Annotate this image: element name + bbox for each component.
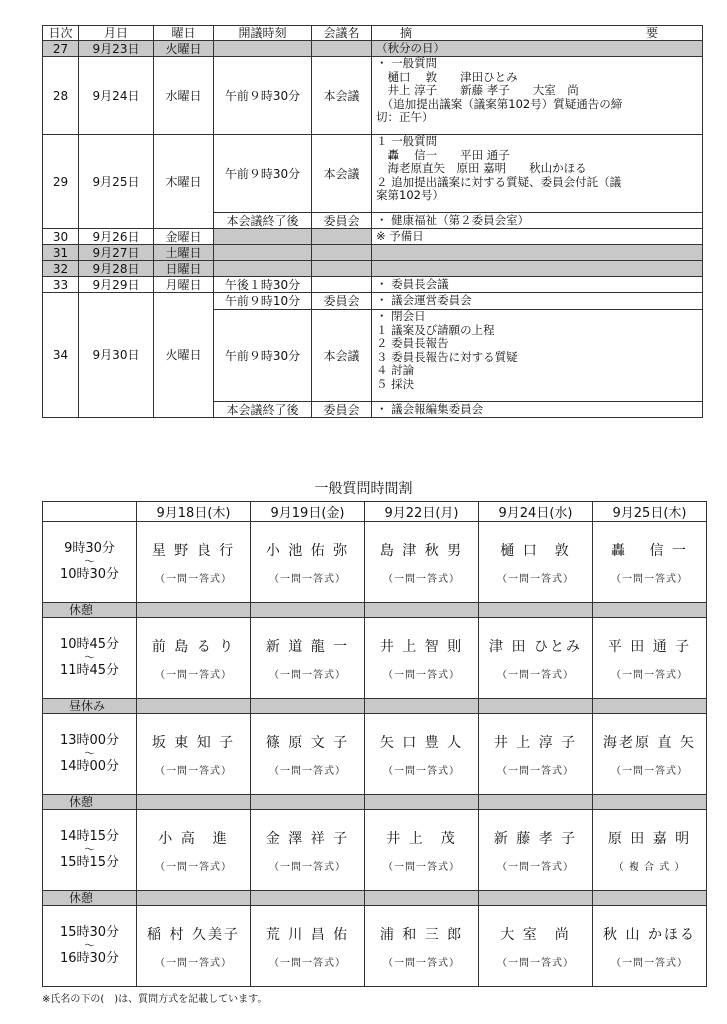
question-format: （一問一答式） (497, 861, 574, 873)
break-label: 昼休み (43, 699, 137, 714)
notes: ※ 予備日 (372, 229, 703, 245)
header-date: 月日 (79, 26, 154, 41)
question-format: （一問一答式） (155, 861, 232, 873)
notes: ・ 委員長会議 (372, 277, 703, 293)
questioner-cell (137, 522, 251, 603)
question-format: （一問一答式） (383, 669, 460, 681)
day-no: 33 (43, 277, 79, 293)
break-cell (365, 603, 479, 618)
meeting: 本会議 (312, 135, 372, 213)
break-label: 休憩 (43, 795, 137, 810)
break-cell (137, 603, 251, 618)
break-cell (137, 795, 251, 810)
header-weekday: 曜日 (154, 26, 214, 41)
break-cell (251, 603, 365, 618)
date: 9月27日 (79, 245, 154, 261)
weekday: 木曜日 (154, 135, 214, 229)
questioner-name: 井 上 茂 (386, 830, 457, 847)
question-format: （一問一答式） (611, 669, 688, 681)
date: 9月26日 (79, 229, 154, 245)
header-day-no: 日次 (43, 26, 79, 41)
break-cell (137, 699, 251, 714)
questioner-cell (251, 810, 365, 891)
day-no: 30 (43, 229, 79, 245)
notes: ・ 議会報編集委員会 (372, 402, 703, 418)
header-notes-b: 要 (645, 26, 658, 40)
schedule-header-row (43, 26, 703, 41)
time-range (43, 714, 137, 795)
time-slot-row (43, 618, 707, 699)
questioner-name: 新 藤 孝 子 (493, 830, 578, 847)
break-cell (593, 795, 707, 810)
break-cell (593, 603, 707, 618)
schedule-row-34a (43, 293, 703, 310)
schedule-row-33 (43, 277, 703, 293)
time-end: 14時00分 (59, 759, 120, 774)
schedule-row-28 (43, 57, 703, 135)
question-format: （ 複 合 式 ） (613, 861, 686, 873)
question-format: （一問一答式） (155, 669, 232, 681)
header-meeting: 会議名 (312, 26, 372, 41)
time-tilde: ～ (84, 843, 95, 856)
time-slot-row (43, 906, 707, 987)
break-cell (479, 603, 593, 618)
notes: ・ 議会運営委員会 (372, 293, 703, 310)
question-format: （一問一答式） (269, 765, 346, 777)
meeting: 委員会 (312, 213, 372, 229)
questioner-name: 小 池 佑 弥 (265, 542, 350, 559)
questioner-name: 秋 山 かほる (603, 926, 696, 943)
break-cell (593, 699, 707, 714)
time-range (43, 522, 137, 603)
break-cell (365, 795, 479, 810)
day-no: 27 (43, 41, 79, 57)
question-format: （一問一答式） (269, 957, 346, 969)
day-no: 31 (43, 245, 79, 261)
question-format: （一問一答式） (611, 765, 688, 777)
footnote: ※氏名の下の( )は、質問方式を記載しています。 (42, 994, 268, 1005)
questioner-name: 新 道 龍 一 (265, 638, 350, 655)
date: 9月24日 (79, 57, 154, 135)
questioner-cell (365, 522, 479, 603)
questioner-name: 大 室 尚 (500, 926, 571, 943)
notes: ・ 健康福祉（第２委員会室） (372, 213, 703, 229)
break-cell (365, 699, 479, 714)
break-label: 休憩 (43, 603, 137, 618)
time-tilde: ～ (84, 747, 95, 760)
questioner-name: 星 野 良 行 (151, 542, 236, 559)
header-start-time: 開議時刻 (214, 26, 312, 41)
questioner-cell (365, 810, 479, 891)
question-format: （一問一答式） (383, 957, 460, 969)
start-time: 午前９時10分 (214, 293, 312, 310)
day-no: 32 (43, 261, 79, 277)
start-time: 本会議終了後 (214, 402, 312, 418)
questioner-cell (251, 522, 365, 603)
question-format: （一問一答式） (269, 669, 346, 681)
questioner-cell (479, 810, 593, 891)
questioner-cell (137, 714, 251, 795)
break-row (43, 795, 707, 810)
time-end: 15時15分 (59, 855, 120, 870)
questioner-name: 矢 口 豊 人 (379, 734, 464, 751)
questioner-cell (593, 810, 707, 891)
date: 9月28日 (79, 261, 154, 277)
timetable-header-row (43, 502, 707, 522)
questioner-cell (479, 714, 593, 795)
questioner-cell (251, 906, 365, 987)
questioner-name: 稲 村 久美子 (147, 926, 240, 943)
notes: ・ 閉会日 １ 議案及び請願の上程 ２ 委員長報告 ３ 委員長報告に対する質疑 ４ 討論 ５ 採決 (372, 310, 703, 402)
questioner-cell (365, 714, 479, 795)
header-notes (372, 26, 703, 41)
weekday: 月曜日 (154, 277, 214, 293)
notes: （秋分の日） (372, 41, 703, 57)
break-cell (479, 891, 593, 906)
start-time (214, 41, 312, 57)
date: 9月23日 (79, 41, 154, 57)
break-cell (251, 699, 365, 714)
questioner-name: 津 田 ひとみ (489, 638, 582, 655)
corner-cell (43, 502, 137, 522)
questioner-cell (479, 522, 593, 603)
time-tilde: ～ (84, 555, 95, 568)
questioner-name: 原 田 嘉 明 (607, 830, 692, 847)
question-timetable (42, 501, 707, 987)
meeting (312, 277, 372, 293)
start-time: 午前９時30分 (214, 57, 312, 135)
question-format: （一問一答式） (155, 573, 232, 585)
questioner-cell (365, 906, 479, 987)
meeting: 本会議 (312, 310, 372, 402)
break-row (43, 699, 707, 714)
questioner-cell (251, 618, 365, 699)
time-start: 9時30分 (64, 541, 115, 556)
day-header: 9月18日(木) (137, 502, 251, 522)
start-time (214, 261, 312, 277)
notes: ・ 一般質問 樋口 敦 津田ひとみ 井上 淳子 新藤 孝子 大室 尚 （追加提出議案（議案第102号）質疑通告の締 切：正午） (372, 57, 703, 135)
schedule-row-30 (43, 229, 703, 245)
question-format: （一問一答式） (383, 861, 460, 873)
weekday: 金曜日 (154, 229, 214, 245)
question-format: （一問一答式） (497, 765, 574, 777)
break-label: 休憩 (43, 891, 137, 906)
time-start: 15時30分 (59, 925, 120, 940)
question-format: （一問一答式） (383, 765, 460, 777)
date: 9月25日 (79, 135, 154, 229)
meeting (312, 229, 372, 245)
question-format: （一問一答式） (269, 861, 346, 873)
start-time: 午後１時30分 (214, 277, 312, 293)
questioner-name: 島 津 秋 男 (379, 542, 464, 559)
time-start: 14時15分 (59, 829, 120, 844)
questioner-name: 小 高 進 (158, 830, 229, 847)
notes: １ 一般質問 轟 信一 平田 通子 海老原直矢 原田 嘉明 秋山かほる ２ 追加提出議案に対する質疑、委員会付託（議 案第102号） (372, 135, 703, 213)
day-header: 9月25日(木) (593, 502, 707, 522)
start-time (214, 229, 312, 245)
questioner-name: 前 島 る り (151, 638, 236, 655)
day-header: 9月24日(水) (479, 502, 593, 522)
questioner-cell (479, 906, 593, 987)
header-notes-a: 摘 (400, 26, 413, 40)
time-start: 13時00分 (59, 733, 120, 748)
questioner-name: 井 上 智 則 (379, 638, 464, 655)
question-format: （一問一答式） (269, 573, 346, 585)
schedule-row-31 (43, 245, 703, 261)
questioner-cell (251, 714, 365, 795)
schedule-row-29a (43, 135, 703, 213)
break-cell (479, 699, 593, 714)
question-format: （一問一答式） (497, 957, 574, 969)
questioner-name: 浦 和 三 郎 (379, 926, 464, 943)
meeting (312, 245, 372, 261)
questioner-cell (593, 522, 707, 603)
time-start: 10時45分 (59, 637, 120, 652)
question-format: （一問一答式） (383, 573, 460, 585)
questioner-name: 海老原 直 矢 (603, 734, 696, 751)
break-cell (479, 795, 593, 810)
time-slot-row (43, 522, 707, 603)
break-cell (365, 891, 479, 906)
notes (372, 245, 703, 261)
questioner-name: 金 澤 祥 子 (265, 830, 350, 847)
questioner-cell (137, 810, 251, 891)
day-no: 29 (43, 135, 79, 229)
day-header: 9月19日(金) (251, 502, 365, 522)
meeting (312, 41, 372, 57)
time-end: 10時30分 (59, 567, 120, 582)
questioner-cell (479, 618, 593, 699)
question-format: （一問一答式） (611, 957, 688, 969)
meeting (312, 261, 372, 277)
break-row (43, 891, 707, 906)
questioner-cell (137, 618, 251, 699)
time-tilde: ～ (84, 651, 95, 664)
weekday: 火曜日 (154, 41, 214, 57)
schedule-row-27 (43, 41, 703, 57)
break-cell (593, 891, 707, 906)
session-schedule-table (42, 25, 703, 418)
questioner-name: 篠 原 文 子 (265, 734, 350, 751)
questioner-name: 井 上 淳 子 (493, 734, 578, 751)
break-row (43, 603, 707, 618)
questioner-cell (365, 618, 479, 699)
questioner-name: 轟 信 一 (611, 542, 688, 559)
weekday: 土曜日 (154, 245, 214, 261)
questioner-cell (593, 906, 707, 987)
timetable-body (43, 522, 707, 987)
time-slot-row (43, 810, 707, 891)
timetable-title: 一般質問時間割 (314, 481, 413, 497)
question-format: （一問一答式） (155, 765, 232, 777)
questioner-name: 荒 川 昌 佑 (265, 926, 350, 943)
start-time: 本会議終了後 (214, 213, 312, 229)
date: 9月29日 (79, 277, 154, 293)
questioner-cell (593, 618, 707, 699)
questioner-name: 樋 口 敦 (500, 542, 571, 559)
time-range (43, 810, 137, 891)
start-time: 午前９時30分 (214, 310, 312, 402)
question-format: （一問一答式） (155, 957, 232, 969)
weekday: 日曜日 (154, 261, 214, 277)
question-format: （一問一答式） (497, 573, 574, 585)
time-slot-row (43, 714, 707, 795)
start-time: 午前９時30分 (214, 135, 312, 213)
time-tilde: ～ (84, 939, 95, 952)
break-cell (251, 891, 365, 906)
time-range (43, 618, 137, 699)
time-range (43, 906, 137, 987)
weekday: 水曜日 (154, 57, 214, 135)
day-header: 9月22日(月) (365, 502, 479, 522)
day-no: 28 (43, 57, 79, 135)
break-cell (251, 795, 365, 810)
questioner-name: 平 田 通 子 (607, 638, 692, 655)
notes (372, 261, 703, 277)
date: 9月30日 (79, 293, 154, 418)
question-format: （一問一答式） (611, 573, 688, 585)
time-end: 11時45分 (59, 663, 120, 678)
questioner-cell (593, 714, 707, 795)
schedule-row-32 (43, 261, 703, 277)
questioner-cell (137, 906, 251, 987)
meeting: 委員会 (312, 402, 372, 418)
weekday: 火曜日 (154, 293, 214, 418)
questioner-name: 坂 東 知 子 (151, 734, 236, 751)
meeting: 委員会 (312, 293, 372, 310)
start-time (214, 245, 312, 261)
time-end: 16時30分 (59, 951, 120, 966)
meeting: 本会議 (312, 57, 372, 135)
question-format: （一問一答式） (497, 669, 574, 681)
break-cell (137, 891, 251, 906)
day-no: 34 (43, 293, 79, 418)
